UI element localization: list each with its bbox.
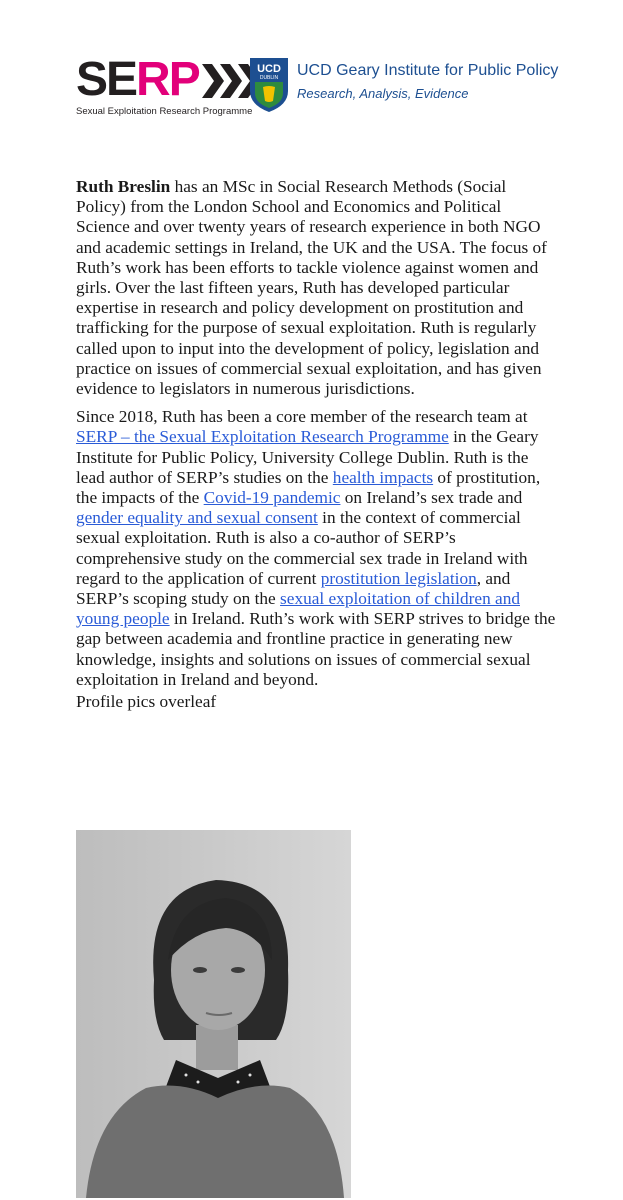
profile-photo bbox=[76, 830, 351, 1198]
bio-p2-text-3: of prostitution, the impacts of the bbox=[76, 467, 541, 508]
bio-paragraph-1 bbox=[76, 177, 556, 399]
bio-p2-text-4: on Ireland’s sex trade and bbox=[340, 488, 523, 508]
ucd-crest-subtext: DUBLIN bbox=[259, 75, 279, 81]
ucd-crest-icon bbox=[249, 57, 289, 113]
child-exploitation-link[interactable]: sexual exploitation of children and young people bbox=[76, 589, 520, 629]
bio-document bbox=[76, 177, 556, 712]
serp-wordmark-prefix: SE bbox=[76, 53, 137, 106]
serp-wordmark-accent: RP bbox=[136, 53, 199, 106]
bio-paragraph-2 bbox=[76, 407, 556, 690]
bio-p2-text-2: in the Geary Institute for Public Policy, University College Dublin. Ruth is the lead author of SERP’s studies on the bbox=[76, 427, 539, 487]
bio-p2-text-5: in the context of commercial sexual exploitation. Ruth is also a co-author of SERP’s comprehensive study on the commercial sex trade in Ireland with regard to the application of current bbox=[76, 508, 528, 588]
bio-name: Ruth Breslin bbox=[76, 177, 171, 196]
bio-p2-text-1: Since 2018, Ruth has been a core member of the research team at bbox=[76, 407, 528, 427]
gender-equality-link[interactable]: gender equality and sexual consent bbox=[76, 508, 318, 528]
ucd-crest-text: UCD bbox=[257, 63, 281, 75]
prostitution-legislation-link[interactable]: prostitution legislation bbox=[320, 568, 477, 588]
ucd-institute-title: UCD Geary Institute for Public Policy bbox=[297, 62, 559, 79]
serp-subtitle: Sexual Exploitation Research Programme bbox=[76, 106, 253, 117]
health-impacts-link[interactable]: health impacts bbox=[332, 467, 434, 487]
serp-logo bbox=[76, 53, 253, 122]
ucd-institute-subtitle: Research, Analysis, Evidence bbox=[297, 86, 469, 101]
profile-pics-note: Profile pics overleaf bbox=[76, 692, 217, 712]
profile-photo-image bbox=[76, 830, 351, 1198]
serp-link[interactable]: SERP – the Sexual Exploitation Research Programme bbox=[76, 427, 449, 447]
bio-p2-text-6: , and SERP’s scoping study on the bbox=[76, 568, 511, 609]
bio-p2-text-7: in Ireland. Ruth’s work with SERP strives to bridge the gap between academia and frontline practice in generating new knowledge, insights and solutions on issues of commercial sexual exploitation in Ireland and beyond. bbox=[76, 609, 556, 689]
bio-paragraph-1-text: has an MSc in Social Research Methods (Social Policy) from the London School and Economics and Political Science and over twenty years of research experience in both NGO and academic settings in Ireland, the UK and the USA. The focus of Ruth’s work has been efforts to tackle violence against women and girls. Over the last fifteen years, Ruth has developed particular expertise in research and policy development on prostitution and trafficking for the purpose of sexual exploitation. Ruth is regularly called upon to input into the development of policy, legislation and practice on issues of commercial sexual exploitation, and has given evidence to legislators in numerous jurisdictions. bbox=[76, 177, 547, 399]
serp-wordmark bbox=[76, 53, 199, 106]
covid-pandemic-link[interactable]: Covid-19 pandemic bbox=[203, 488, 341, 508]
